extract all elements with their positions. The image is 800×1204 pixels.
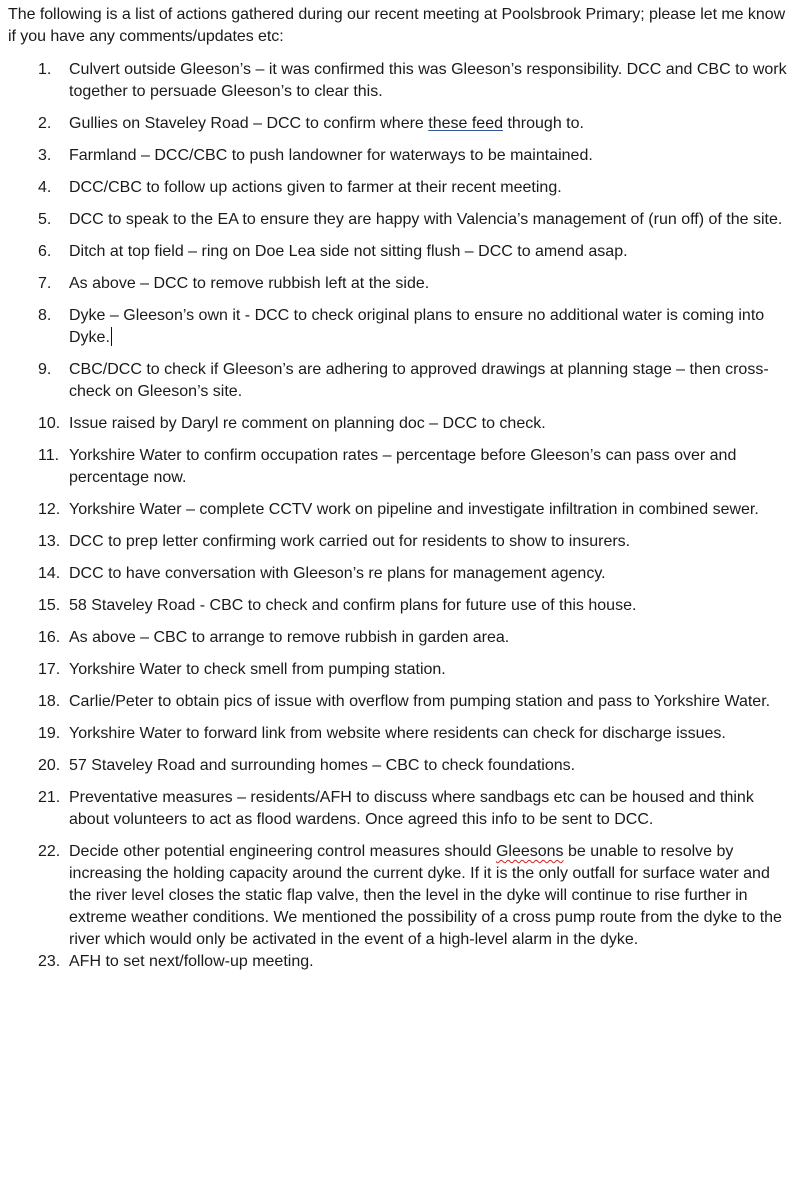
item-text: Yorkshire Water to forward link from website where residents can check for discharge issues. — [69, 725, 726, 742]
list-item — [8, 531, 792, 553]
item-number: 8. — [38, 307, 52, 324]
item-number: 18. — [38, 693, 61, 710]
list-item — [8, 145, 792, 167]
list-item — [8, 723, 792, 745]
item-text: 57 Staveley Road and surrounding homes – CBC to check foundations. — [69, 757, 576, 774]
item-number: 10. — [38, 415, 61, 432]
item-number: 22. — [38, 843, 61, 860]
list-item — [8, 305, 792, 349]
list-item — [8, 273, 792, 295]
item-text: Yorkshire Water to check smell from pumping station. — [69, 661, 446, 678]
item-number: 9. — [38, 361, 52, 378]
item-text: Yorkshire Water – complete CCTV work on pipeline and investigate infiltration in combined sewer. — [69, 501, 759, 518]
grammar-flagged-text[interactable]: these feed — [428, 115, 503, 132]
item-number: 16. — [38, 629, 61, 646]
item-text-start: Gullies on Staveley Road – DCC to confirm where — [69, 115, 429, 132]
item-text-end: be unable to resolve by increasing the holding capacity around the current dyke. If it is the only outfall for surface water and the river level closes the static flap valve, then the level in the dyke will continue to rise further in extreme weather conditions. We mentioned the possibility of a cross pump route from the dyke to the river which would only be activated in the event of a high-level alarm in the dyke. — [69, 843, 782, 948]
list-item — [8, 241, 792, 263]
text-cursor — [111, 327, 112, 346]
item-number: 1. — [38, 61, 52, 78]
list-item — [8, 445, 792, 489]
item-text: Dyke – Gleeson’s own it - DCC to check original plans to ensure no additional water is coming into Dyke. — [69, 307, 765, 346]
item-text-start: Decide other potential engineering control measures should — [69, 843, 496, 860]
action-list — [8, 59, 792, 973]
list-item — [8, 951, 792, 973]
item-number: 14. — [38, 565, 61, 582]
item-text-end: through to. — [503, 115, 584, 132]
list-item — [8, 177, 792, 199]
item-number: 5. — [38, 211, 52, 228]
item-number: 7. — [38, 275, 52, 292]
item-number: 3. — [38, 147, 52, 164]
item-text: Farmland – DCC/CBC to push landowner for waterways to be maintained. — [69, 147, 593, 164]
list-item — [8, 787, 792, 831]
item-text: Preventative measures – residents/AFH to discuss where sandbags etc can be housed and think about volunteers to act as flood wardens. Once agreed this info to be sent to DCC. — [69, 789, 754, 828]
item-text: CBC/DCC to check if Gleeson’s are adhering to approved drawings at planning stage – then cross-check on Gleeson’s site. — [69, 361, 769, 400]
list-item — [8, 113, 792, 135]
item-text: Carlie/Peter to obtain pics of issue with overflow from pumping station and pass to Yorkshire Water. — [69, 693, 771, 710]
item-text: DCC to speak to the EA to ensure they are happy with Valencia’s management of (run off) of the site. — [69, 211, 783, 228]
item-number: 2. — [38, 115, 52, 132]
spelling-flagged-text[interactable]: Gleesons — [495, 843, 564, 860]
item-text: As above – CBC to arrange to remove rubbish in garden area. — [69, 629, 510, 646]
item-text: Yorkshire Water to confirm occupation rates – percentage before Gleeson’s can pass over and percentage now. — [69, 447, 737, 486]
item-number: 23. — [38, 953, 61, 970]
list-item — [8, 209, 792, 231]
list-item — [8, 413, 792, 435]
item-text: Issue raised by Daryl re comment on planning doc – DCC to check. — [69, 415, 546, 432]
list-item — [8, 659, 792, 681]
item-number: 19. — [38, 725, 61, 742]
list-item — [8, 691, 792, 713]
list-item — [8, 755, 792, 777]
item-number: 6. — [38, 243, 52, 260]
item-text: DCC to prep letter confirming work carried out for residents to show to insurers. — [69, 533, 631, 550]
list-item — [8, 563, 792, 585]
list-item — [8, 499, 792, 521]
list-item — [8, 841, 792, 951]
item-number: 12. — [38, 501, 61, 518]
item-text: DCC/CBC to follow up actions given to farmer at their recent meeting. — [69, 179, 562, 196]
item-text: 58 Staveley Road - CBC to check and confirm plans for future use of this house. — [69, 597, 637, 614]
item-number: 13. — [38, 533, 61, 550]
item-number: 15. — [38, 597, 61, 614]
item-number: 4. — [38, 179, 52, 196]
item-text: As above – DCC to remove rubbish left at the side. — [69, 275, 430, 292]
item-text: Ditch at top field – ring on Doe Lea side not sitting flush – DCC to amend asap. — [69, 243, 628, 260]
list-item — [8, 595, 792, 617]
item-text: DCC to have conversation with Gleeson’s re plans for management agency. — [69, 565, 606, 582]
list-item — [8, 59, 792, 103]
item-text: Culvert outside Gleeson’s – it was confirmed this was Gleeson’s responsibility. DCC and CBC to work together to persuade Gleeson’s to clear this. — [69, 61, 787, 100]
list-item — [8, 627, 792, 649]
item-number: 11. — [38, 447, 60, 464]
item-number: 21. — [38, 789, 61, 806]
item-number: 20. — [38, 757, 61, 774]
item-text: AFH to set next/follow-up meeting. — [69, 953, 314, 970]
item-number: 17. — [38, 661, 61, 678]
list-item — [8, 359, 792, 403]
intro-paragraph: The following is a list of actions gathered during our recent meeting at Poolsbrook Primary; please let me know if you have any comments/updates etc: — [8, 6, 786, 45]
